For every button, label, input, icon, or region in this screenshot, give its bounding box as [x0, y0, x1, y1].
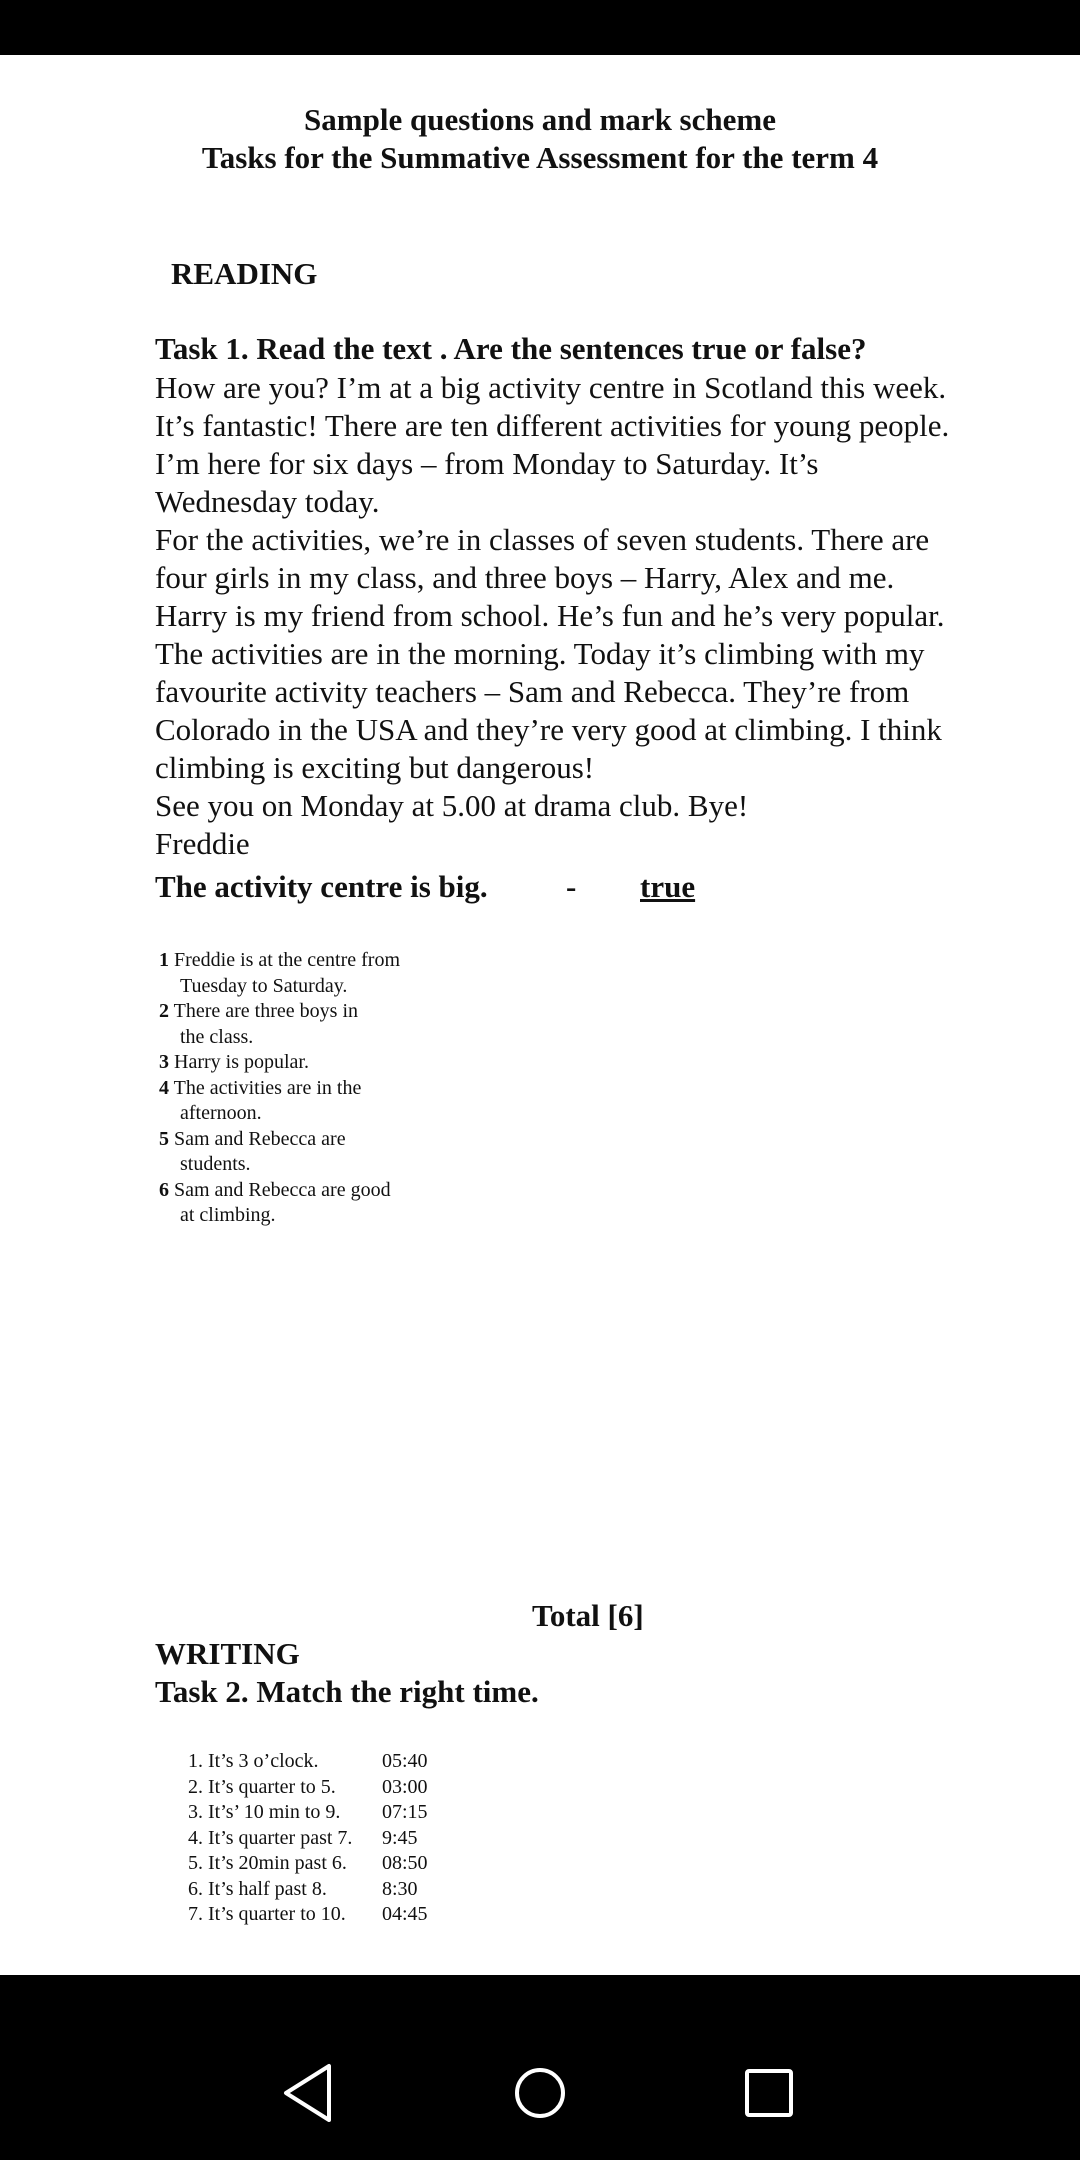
- statement-text-cont: the class.: [180, 1025, 254, 1048]
- statement-text: Harry is popular.: [174, 1051, 309, 1073]
- status-bar: [0, 0, 1080, 55]
- statement-number: 2: [159, 1000, 169, 1022]
- statement-item: [159, 948, 479, 999]
- match-time: 08:50: [382, 1852, 428, 1874]
- match-time: 07:15: [382, 1801, 428, 1823]
- task2-title: Task 2. Match the right time.: [155, 1674, 539, 1709]
- passage-line: Harry is my friend from school. He’s fun and he’s very popular.: [155, 598, 945, 633]
- recents-square-icon[interactable]: [734, 2058, 804, 2128]
- statement-item: [159, 1050, 479, 1076]
- match-phrase: 7. It’s quarter to 10.: [188, 1903, 346, 1925]
- statement-number: 6: [159, 1178, 169, 1201]
- match-time: 05:40: [382, 1750, 428, 1772]
- match-phrase: 6. It’s half past 8.: [188, 1877, 327, 1900]
- statement-number: 3: [159, 1051, 169, 1073]
- example-dash: -: [566, 869, 577, 904]
- passage-line: four girls in my class, and three boys – Harry, Alex and me.: [155, 560, 895, 595]
- reading-heading: READING: [171, 256, 318, 291]
- statement-number: 4: [159, 1076, 169, 1099]
- passage-line: It’s fantastic! There are ten different activities for young people.: [155, 408, 950, 443]
- match-row: [188, 1749, 428, 1775]
- match-row: [188, 1902, 428, 1928]
- statement-text: Sam and Rebecca are good: [174, 1178, 391, 1201]
- writing-heading: WRITING: [155, 1636, 300, 1671]
- statement-item: [159, 1127, 479, 1178]
- passage-line: Colorado in the USA and they’re very good at climbing. I think: [155, 712, 942, 747]
- passage-line: How are you? I’m at a big activity centre in Scotland this week.: [155, 370, 947, 405]
- page-title: Sample questions and mark scheme: [304, 102, 776, 137]
- statement-text-cont: at climbing.: [180, 1204, 276, 1226]
- statement-item: [159, 1178, 479, 1229]
- passage-line: Wednesday today.: [155, 484, 380, 519]
- statement-text: Freddie is at the centre from: [174, 949, 401, 971]
- match-phrase: 4. It’s quarter past 7.: [188, 1826, 353, 1849]
- match-row: [188, 1775, 428, 1801]
- match-row: [188, 1877, 428, 1903]
- statement-text-cont: afternoon.: [180, 1102, 262, 1124]
- statement-text: The activities are in the: [173, 1076, 362, 1099]
- example-sentence: The activity centre is big.: [155, 869, 488, 904]
- passage-line: Freddie: [155, 826, 250, 861]
- statement-text: Sam and Rebecca are: [174, 1127, 346, 1150]
- match-time: 9:45: [382, 1826, 418, 1849]
- page-subtitle: Tasks for the Summative Assessment for the term 4: [201, 140, 879, 175]
- passage-line: favourite activity teachers – Sam and Rebecca. They’re from: [155, 674, 910, 709]
- home-circle-icon[interactable]: [505, 2058, 575, 2128]
- reading-total: Total [6]: [532, 1598, 644, 1633]
- passage-line: The activities are in the morning. Today it’s climbing with my: [155, 636, 925, 671]
- true-false-statements: [159, 948, 479, 1229]
- statement-text-cont: students.: [180, 1153, 251, 1175]
- match-time: 04:45: [382, 1903, 428, 1925]
- match-phrase: 2. It’s quarter to 5.: [188, 1775, 336, 1798]
- match-phrase: 1. It’s 3 o’clock.: [188, 1750, 319, 1772]
- passage-line: climbing is exciting but dangerous!: [155, 750, 595, 785]
- reading-passage: [155, 369, 1035, 863]
- match-row: [188, 1800, 428, 1826]
- passage-line: For the activities, we’re in classes of seven students. There are: [155, 522, 930, 557]
- match-row: [188, 1826, 428, 1852]
- statement-item: [159, 999, 479, 1050]
- statement-text-cont: Tuesday to Saturday.: [180, 974, 348, 997]
- statement-number: 5: [159, 1127, 169, 1150]
- match-time: 8:30: [382, 1877, 418, 1900]
- back-triangle-icon[interactable]: [274, 2058, 344, 2128]
- passage-line: I’m here for six days – from Monday to Saturday. It’s: [155, 446, 819, 481]
- match-phrase: 5. It’s 20min past 6.: [188, 1852, 347, 1874]
- match-phrase: 3. It’s’ 10 min to 9.: [188, 1801, 341, 1823]
- task1-title: Task 1. Read the text . Are the sentences true or false?: [155, 331, 867, 366]
- example-answer: true: [640, 869, 696, 904]
- time-matching-list: [188, 1749, 428, 1928]
- statement-item: [159, 1076, 479, 1127]
- passage-line: See you on Monday at 5.00 at drama club. Bye!: [155, 788, 749, 823]
- statement-text: There are three boys in: [173, 1000, 358, 1022]
- match-row: [188, 1851, 428, 1877]
- match-time: 03:00: [382, 1775, 428, 1798]
- statement-number: 1: [159, 949, 169, 971]
